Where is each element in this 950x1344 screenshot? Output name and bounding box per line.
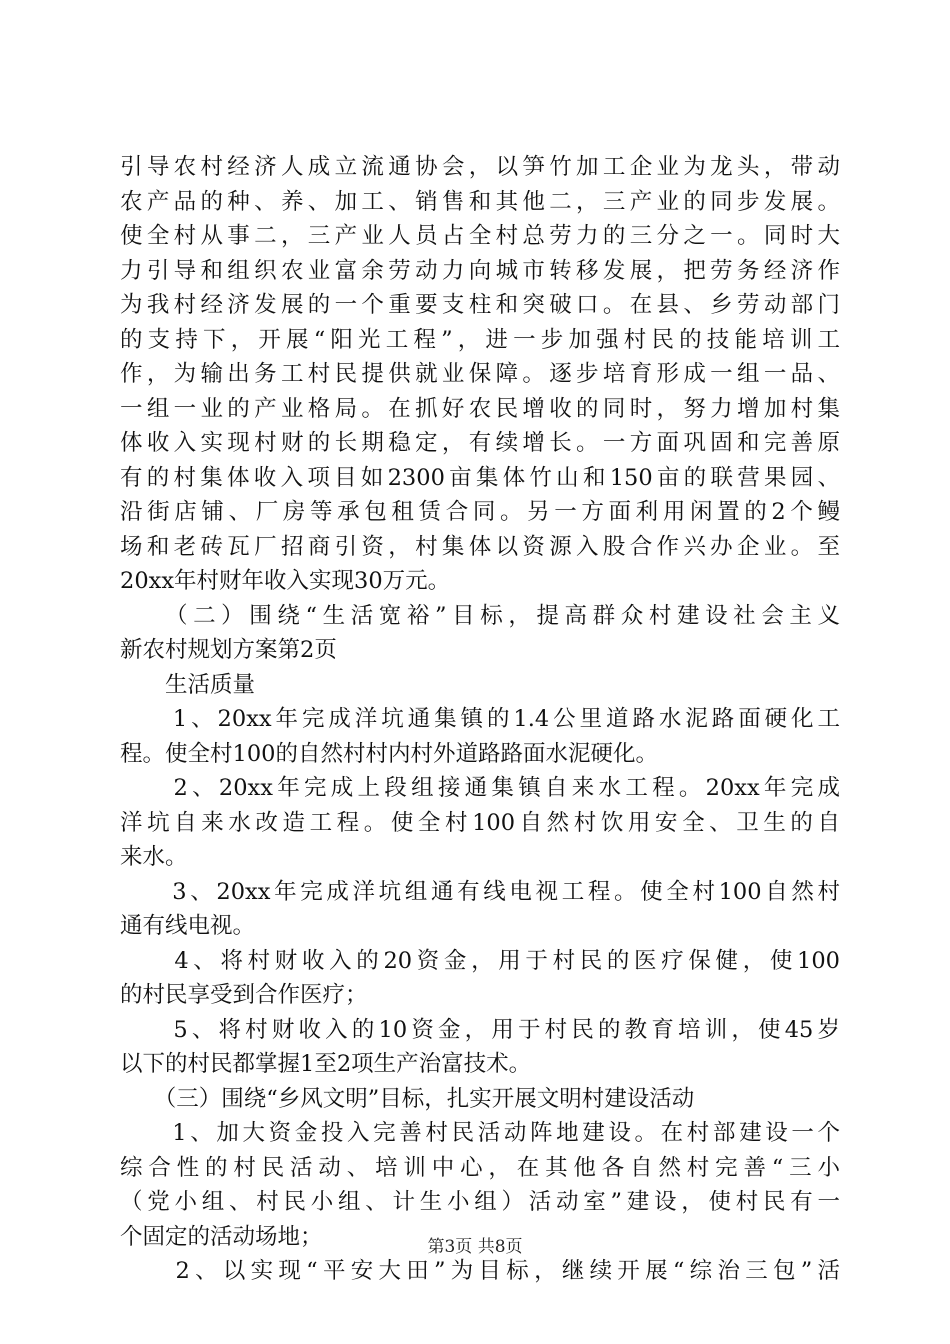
section-heading: （三）围绕“乡风文明”目标，扎实开展文明村建设活动 [120,1085,695,1112]
text-line: 个固定的活动场地； [120,1223,323,1250]
text-line: 以下的村民都掌握1至2项生产治富技术。 [120,1051,532,1077]
text-line: 2、20xx年完成上段组接通集镇自来水工程。20xx年完成 [120,775,840,801]
text-line: 力引导和组织农业富余劳动力向城市转移发展，把劳务经济作 [120,257,840,284]
text-line: （党小组、村民小组、计生小组）活动室”建设，使村民有一 [120,1189,840,1215]
text-line: 新农村规划方案第2页 [120,637,337,663]
text-line: 为我村经济发展的一个重要支柱和突破口。在县、乡劳动部门 [120,292,840,318]
text-line: 有的村集体收入项目如2300亩集体竹山和150亩的联营果园、 [120,464,840,491]
text-line: 4、将村财收入的20资金，用于村民的医疗保健，使100 [120,947,840,974]
text-line: 20xx年村财年收入实现30万元。 [120,568,451,594]
text-line: 2、以实现“平安大田”为目标，继续开展“综治三包”活 [120,1258,840,1284]
text-line: 3、20xx年完成洋坑组通有线电视工程。使全村100自然村 [120,878,840,905]
text-line: 通有线电视。 [120,913,256,939]
text-line: 生活质量 [120,671,256,698]
body-text [120,150,840,1289]
text-line: 的村民享受到合作医疗； [120,982,368,1008]
text-line: 的支持下，开展“阳光工程”，进一步加强村民的技能培训工 [120,326,840,353]
text-line: 1、20xx年完成洋坑通集镇的1.4公里道路水泥路面硬化工 [120,706,840,732]
text-line: 引导农村经济人成立流通协会，以笋竹加工企业为龙头，带动 [120,154,840,180]
text-line: 体收入实现村财的长期稳定，有续增长。一方面巩固和完善原 [120,430,840,456]
section-heading: （二）围绕“生活宽裕”目标，提高群众村建设社会主义 [120,602,840,629]
text-line: 场和老砖瓦厂招商引资，村集体以资源入股合作兴办企业。至 [120,533,840,560]
text-line: 5、将村财收入的10资金，用于村民的教育培训，使45岁 [120,1016,840,1043]
text-line: 综合性的村民活动、培训中心，在其他各自然村完善“三小 [120,1154,840,1181]
text-line: 作，为输出务工村民提供就业保障。逐步培育形成一组一品、 [120,361,840,387]
text-line: 沿街店铺、厂房等承包租赁合同。另一方面利用闲置的2个鳗 [120,499,840,525]
text-line: 来水。 [120,844,188,870]
text-line: 农产品的种、养、加工、销售和其他二，三产业的同步发展。 [120,188,840,215]
text-line: 1、加大资金投入完善村民活动阵地建设。在村部建设一个 [120,1120,840,1146]
page-footer: 第3页 共8页 [427,1237,523,1257]
text-line: 一组一业的产业格局。在抓好农民增收的同时，努力增加村集 [120,395,840,422]
text-line: 程。使全村100的自然村村内村外道路路面水泥硬化。 [120,740,658,767]
text-line: 洋坑自来水改造工程。使全村100自然村饮用安全、卫生的自 [120,809,840,836]
text-line: 使全村从事二，三产业人员占全村总劳力的三分之一。同时大 [120,223,840,249]
